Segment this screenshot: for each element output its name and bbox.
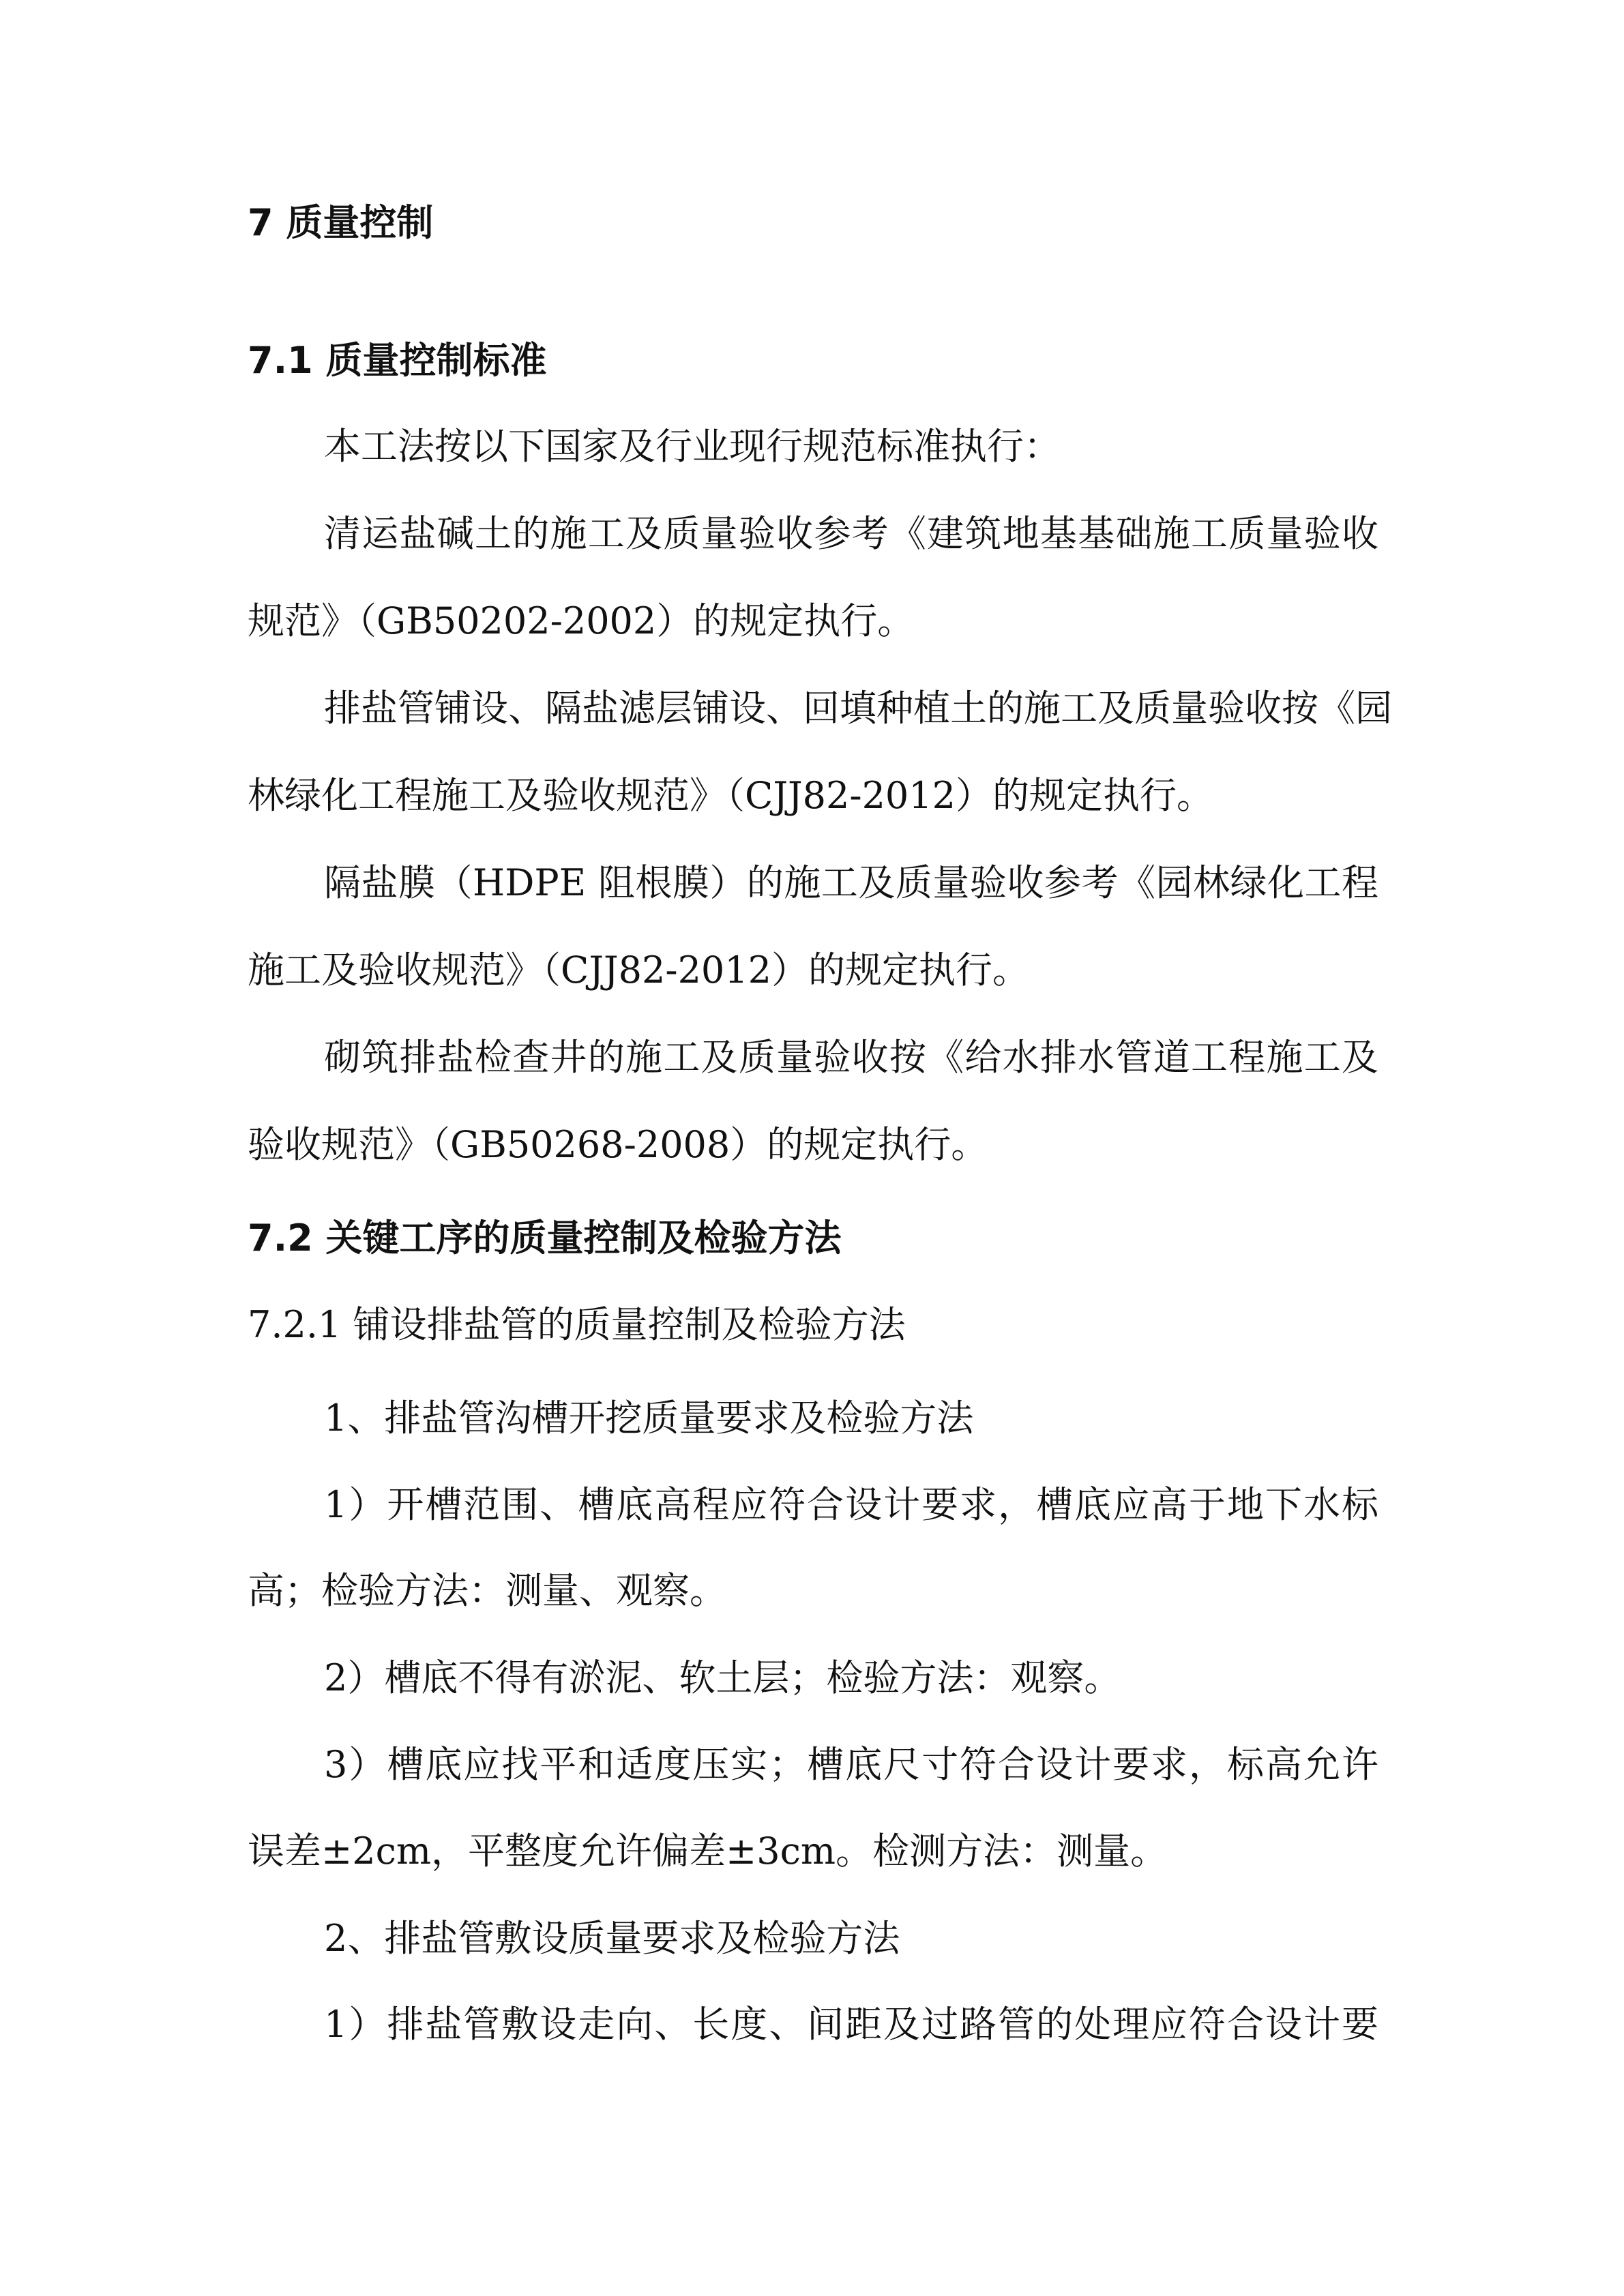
subsection-heading-7-2: 7.2 关键工序的质量控制及检验方法 — [248, 1217, 842, 1259]
sub-heading-7-2-1: 7.2.1 铺设排盐管的质量控制及检验方法 — [248, 1303, 906, 1346]
paragraph-2-line-2: 林绿化工程施工及验收规范》（CJJ82-2012）的规定执行。 — [248, 774, 1213, 817]
item-1-1-line-2: 高；检验方法：测量、观察。 — [248, 1569, 726, 1612]
item-1-2: 2）槽底不得有淤泥、软土层；检验方法：观察。 — [324, 1656, 1121, 1699]
subsection-heading-7-1: 7.1 质量控制标准 — [248, 339, 547, 382]
item-1-1-line-1: 1）开槽范围、槽底高程应符合设计要求，槽底应高于地下水标 — [324, 1483, 1378, 1526]
paragraph-1-line-1: 清运盐碱土的施工及质量验收参考《建筑地基基础施工质量验收 — [324, 512, 1378, 555]
item-1-title: 1、排盐管沟槽开挖质量要求及检验方法 — [324, 1397, 974, 1440]
item-1-3-line-1: 3）槽底应找平和适度压实；槽底尺寸符合设计要求，标高允许 — [324, 1743, 1378, 1786]
item-2-1-line-1: 1）排盐管敷设走向、长度、间距及过路管的处理应符合设计要 — [324, 2003, 1378, 2046]
paragraph-4-line-2: 验收规范》（GB50268-2008）的规定执行。 — [248, 1123, 988, 1166]
paragraph-3-line-2: 施工及验收规范》（CJJ82-2012）的规定执行。 — [248, 949, 1029, 992]
paragraph-3-line-1: 隔盐膜（HDPE 阻根膜）的施工及质量验收参考《园林绿化工程 — [324, 861, 1378, 904]
item-1-3-line-2: 误差±2cm，平整度允许偏差±3cm。检测方法：测量。 — [248, 1830, 1168, 1873]
paragraph-intro: 本工法按以下国家及行业现行规范标准执行： — [324, 425, 1061, 468]
paragraph-2-line-1: 排盐管铺设、隔盐滤层铺设、回填种植土的施工及质量验收按《园 — [324, 687, 1392, 730]
item-2-title: 2、排盐管敷设质量要求及检验方法 — [324, 1917, 900, 1960]
section-heading: 7 质量控制 — [248, 201, 434, 244]
paragraph-4-line-1: 砌筑排盐检查井的施工及质量验收按《给水排水管道工程施工及 — [324, 1036, 1378, 1079]
paragraph-1-line-2: 规范》（GB50202-2002）的规定执行。 — [248, 599, 915, 642]
